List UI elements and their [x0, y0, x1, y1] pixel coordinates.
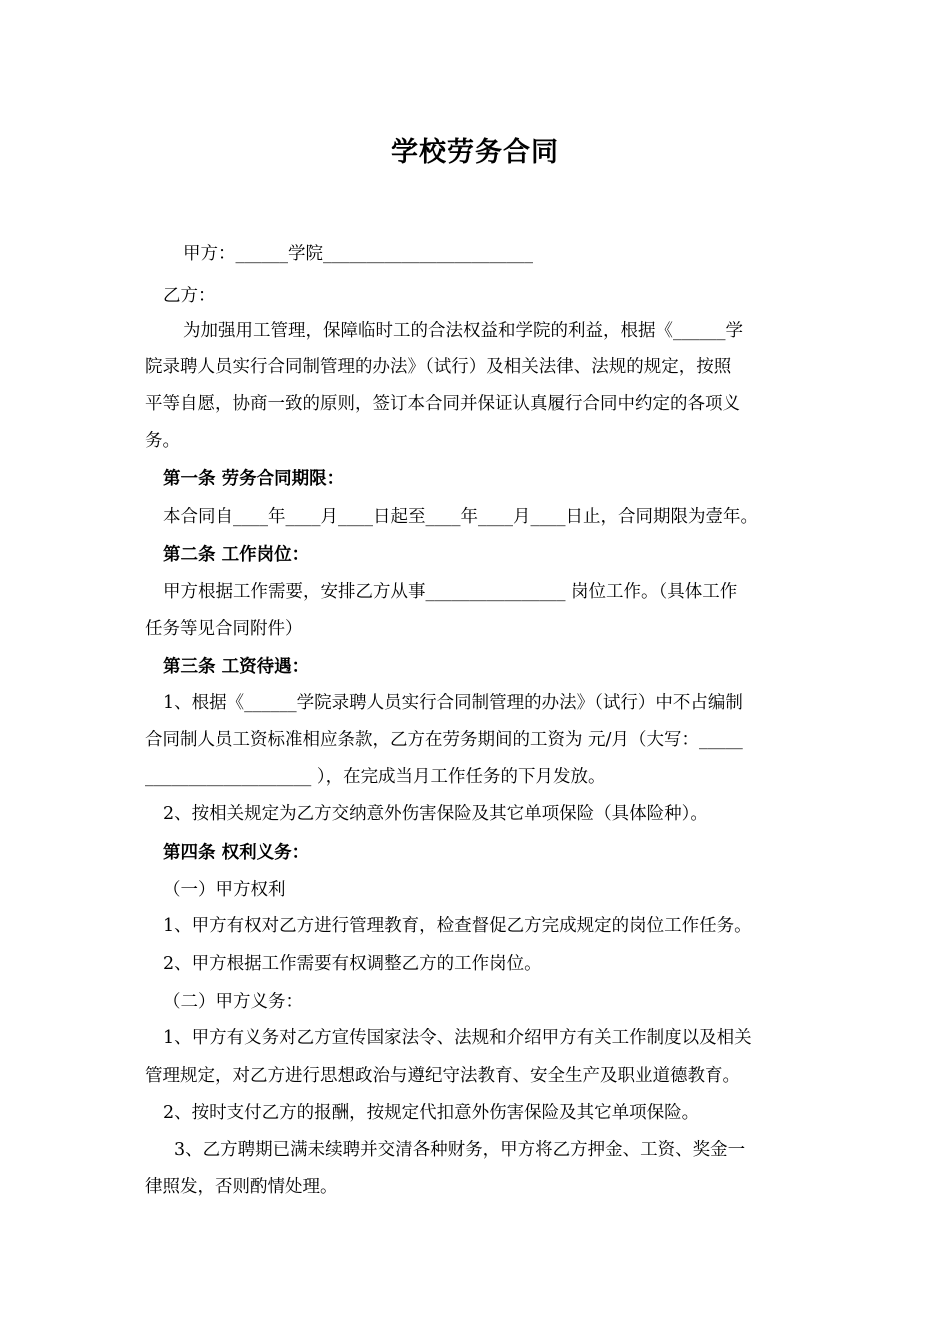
article-3-text: 2、按相关规定为乙方交纳意外伤害保险及其它单项保险（具体险种）。 [163, 804, 708, 824]
party-b-line: 乙方： [163, 286, 216, 306]
intro-line: 院录聘人员实行合同制管理的办法》（试行）及相关法律、法规的规定，按照 [145, 357, 732, 377]
article-4-text: （一）甲方权利 [163, 880, 286, 900]
article-4-text: 管理规定，对乙方进行思想政治与遵纪守法教育、安全生产及职业道德教育。 [145, 1066, 740, 1086]
article-4-text: 律照发，否则酌情处理。 [145, 1177, 338, 1197]
article-4-heading: 第四条 权利义务： [163, 843, 310, 863]
article-2-text: 甲方根据工作需要，安排乙方从事________________ 岗位工作。（具体工作 [163, 582, 738, 602]
intro-line: 务。 [145, 431, 180, 451]
intro-line: 平等自愿，协商一致的原则，签订本合同并保证认真履行合同中约定的各项义 [145, 394, 740, 414]
article-3-heading: 第三条 工资待遇： [163, 657, 310, 677]
article-1-heading: 第一条 劳务合同期限： [163, 469, 345, 489]
article-4-text: 3、乙方聘期已满未续聘并交清各种财务，甲方将乙方押金、工资、奖金一 [174, 1140, 746, 1160]
article-4-text: 1、甲方有权对乙方进行管理教育，检查督促乙方完成规定的岗位工作任务。 [163, 916, 752, 936]
intro-line: 为加强用工管理，保障临时工的合法权益和学院的利益，根据《______学 [183, 321, 743, 341]
article-4-text: （二）甲方义务： [163, 992, 303, 1012]
article-2-text: 任务等见合同附件） [145, 619, 303, 639]
article-3-text: ___________________ ），在完成当月工作任务的下月发放。 [145, 767, 606, 787]
article-3-text: 1、根据《______学院录聘人员实行合同制管理的办法》（试行）中不占编制 [163, 693, 743, 713]
article-3-text: 合同制人员工资标准相应条款，乙方在劳务期间的工资为 元/月（大写：_____ [145, 730, 743, 750]
party-a-line: 甲方：______学院________________________ [183, 244, 533, 264]
article-1-text: 本合同自____年____月____日起至____年____月____日止，合同期限为壹年。 [163, 507, 758, 527]
article-4-text: 2、甲方根据工作需要有权调整乙方的工作岗位。 [163, 954, 542, 974]
article-4-text: 1、甲方有义务对乙方宣传国家法令、法规和介绍甲方有关工作制度以及相关 [163, 1028, 752, 1048]
document-title: 学校劳务合同 [391, 137, 559, 168]
article-4-text: 2、按时支付乙方的报酬，按规定代扣意外伤害保险及其它单项保险。 [163, 1103, 700, 1123]
article-2-heading: 第二条 工作岗位： [163, 545, 310, 565]
